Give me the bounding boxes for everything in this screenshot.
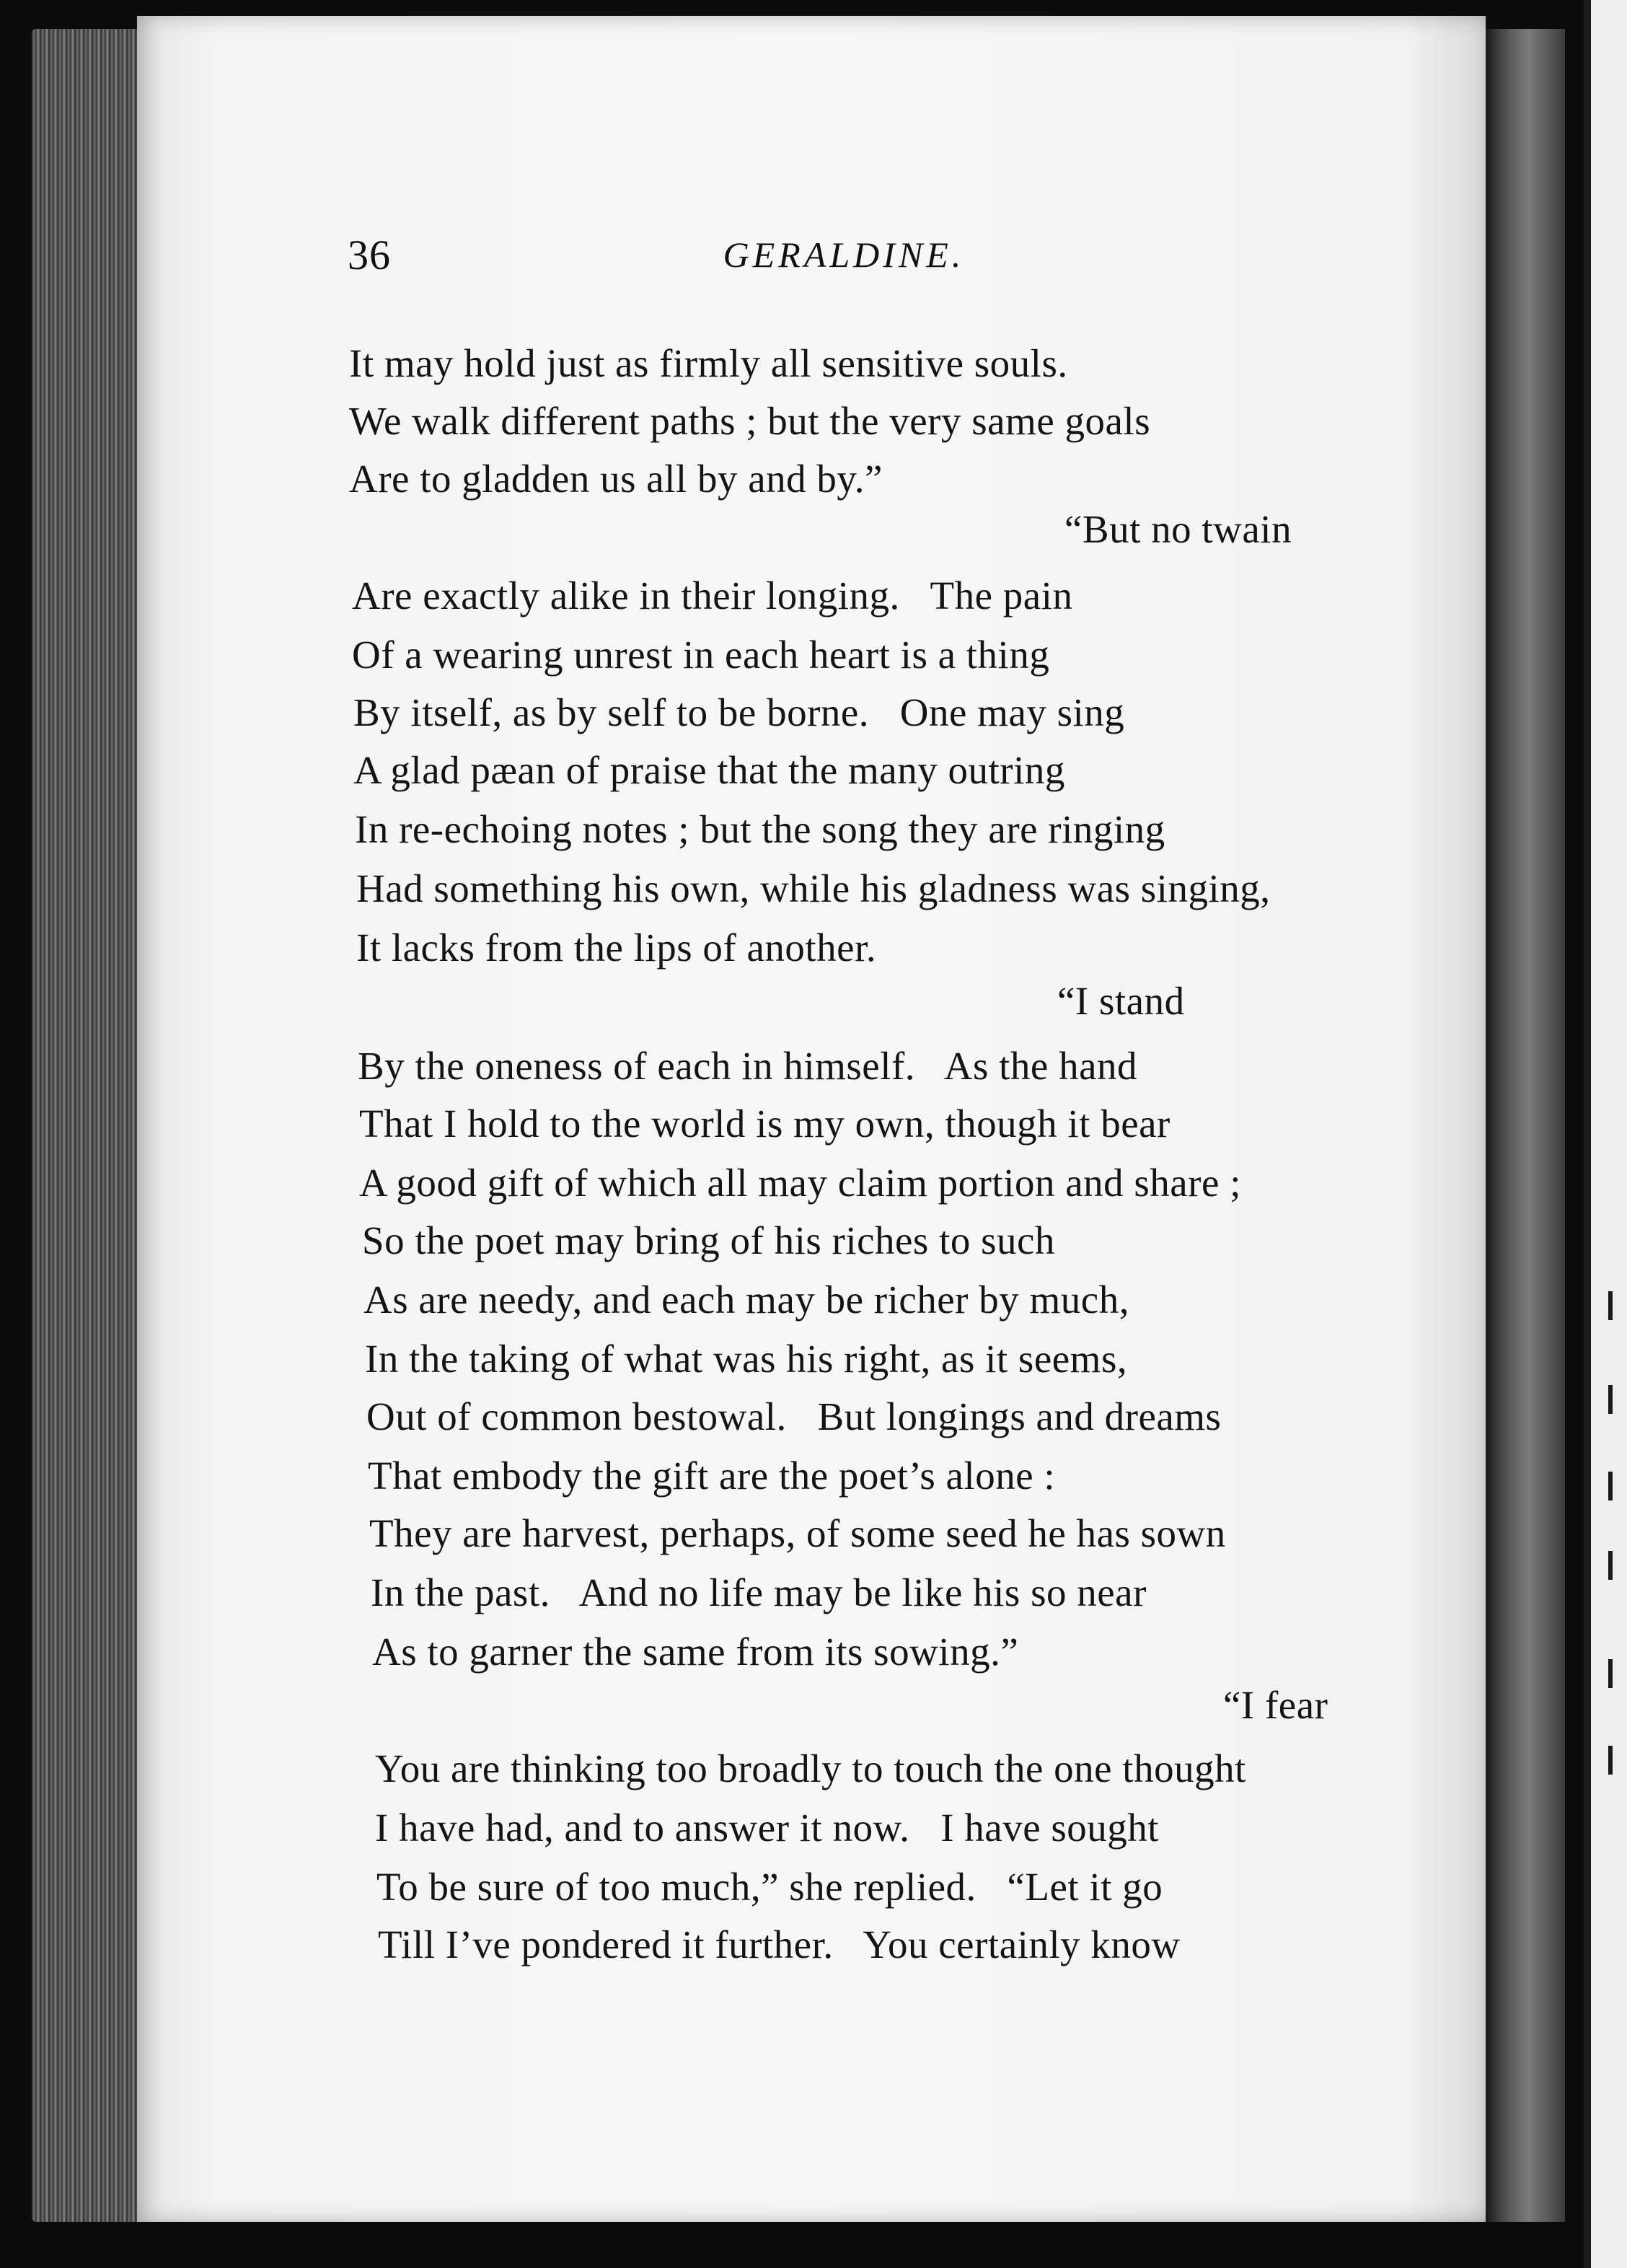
running-title: GERALDINE. [723,234,965,275]
poem-line: To be sure of too much,” she replied. “Let it go [376,1865,1163,1909]
poem-line: In the taking of what was his right, as it seems, [365,1337,1128,1381]
poem-line: Had something his own, while his gladness was singing, [356,866,1271,910]
poem-line: By itself, as by self to be borne. One may sing [353,690,1125,734]
poem-line: Out of common bestowal. But longings and dreams [366,1394,1222,1438]
poem-line: Till I’ve pondered it further. You certainly know [378,1922,1181,1966]
poem-line: That I hold to the world is my own, though it bear [359,1102,1170,1146]
poem-line: “I fear [1223,1683,1328,1727]
poem-line: They are harvest, perhaps, of some seed he has sown [369,1511,1226,1555]
poem-line: A glad pæan of praise that the many outring [353,748,1065,792]
poem-line: We walk different paths ; but the very same goals [349,399,1151,443]
poem-line: Are exactly alike in their longing. The pain [352,573,1073,617]
poem-line: Are to gladden us all by and by.” [349,457,883,501]
page-number: 36 [348,232,391,278]
poem-line: That embody the gift are the poet’s alone : [368,1454,1056,1498]
poem-line: So the poet may bring of his riches to such [362,1218,1055,1262]
poem-line: In re-echoing notes ; but the song they are ringing [355,807,1165,851]
poem-line: It may hold just as firmly all sensitive souls. [349,341,1068,385]
poem-line: Of a wearing unrest in each heart is a thing [352,633,1050,677]
poem-line: As to garner the same from its sowing.” [372,1630,1019,1674]
poem-line: “But no twain [1064,507,1292,551]
poem-line: “I stand [1057,979,1185,1023]
poem-line: I have had, and to answer it now. I have sought [375,1806,1160,1850]
poem-line: You are thinking too broadly to touch the one thought [375,1746,1246,1790]
poem-line: In the past. And no life may be like his so near [371,1570,1147,1614]
poem-line: As are needy, and each may be richer by much, [363,1278,1129,1322]
poem-line: A good gift of which all may claim portion and share ; [359,1161,1241,1205]
poem-line: It lacks from the lips of another. [356,926,877,970]
poem-line: By the oneness of each in himself. As the hand [358,1044,1138,1088]
